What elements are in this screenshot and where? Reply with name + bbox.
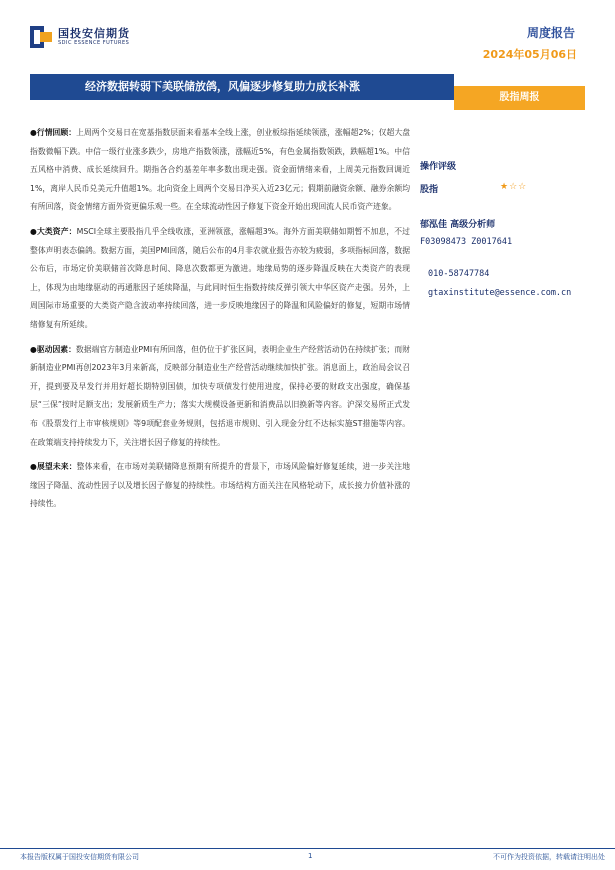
- section-drivers: [30, 341, 410, 453]
- section-text: 整体来看，在市场对美联储降息预期有所提升的背景下，市场风险偏好修复延续，进一步关注地缘因子降温、流动性因子以及增长因子修复的持续性。市场结构方面关注在风格轮动下，成长接力价值补涨的持续性。: [30, 462, 410, 509]
- company-logo: [30, 26, 130, 48]
- company-name-en: SDIC ESSENCE FUTURES: [58, 40, 130, 46]
- sidebar: [420, 160, 615, 298]
- rating-title: 操作评级: [420, 162, 457, 172]
- footer-copyright: 本报告版权属于国投安信期货有限公司: [20, 853, 139, 861]
- report-tag: 股指周报: [454, 86, 585, 110]
- section-text: 上周两个交易日在宽基指数层面来看基本全线上涨，创业板综指延续领涨，涨幅超2%；仅超大盘指数微幅下跌。中信一级行业涨多跌少，房地产指数领涨，涨幅近5%，有色金属指数领跌，跌幅超1%。中信五风格中消费、成长延续回升。期指各合约基差年率多数出现走强。资金面情绪来看，上周美元指数回调近1%，离岸人民币兑美元升值超1%。北向资金上周两个交易日净买入近23亿元；假期前融资余额、融券余额均有所回落，资金情绪方面外资更偏乐观一些。在全球流动性因子修复下资金开始出现回流人民币资产迹象。: [30, 128, 410, 212]
- rating-row: [420, 182, 615, 195]
- section-heading: ●大类资产：: [30, 226, 77, 236]
- report-date: 2024年05月06日: [482, 48, 577, 61]
- section-heading: ●展望未来：: [30, 462, 77, 472]
- main-content: [30, 124, 410, 520]
- page-number: 1: [308, 852, 313, 860]
- contact-phone: 010-58747784: [428, 269, 490, 279]
- logo-mark-icon: [30, 26, 52, 48]
- section-heading: ●行情回顾：: [30, 128, 77, 137]
- analyst-name: 郁泓佳 高级分析师: [420, 220, 496, 230]
- rating-label: 股指: [420, 185, 439, 195]
- section-heading: ●驱动因素：: [30, 344, 76, 354]
- contact-email[interactable]: gtaxinstitute@essence.com.cn: [428, 288, 572, 298]
- footer-divider: [0, 848, 615, 849]
- rating-stars-icon: ★☆☆: [500, 182, 528, 192]
- report-title: 经济数据转弱下美联储放鸽，风偏逐步修复助力成长补涨: [30, 74, 454, 100]
- section-text: MSCI全球主要股指几乎全线收涨，亚洲领涨，涨幅超3%。海外方面美联储如期暂不加息，不过整体声明表态偏鸽。数据方面，美国PMI回落，随后公布的4月非农就业报告亦较为疲弱，多项指标回落，数据公布后，市场定价美联储首次降息时间、降息次数都更为激进。地缘局势的逐步降温反映在大类资产的表现上，体现为由地缘驱动的再通胀因子延续降温，与此同时恒生指数持续反弹引领大中华区资产走强。另外，上周国际市场重要的大类资产隐含波动率持续回落，进一步反映地缘因子的降温和风险偏好的修复，短期市场情绪修复有所延续。: [30, 226, 410, 329]
- section-market-review: [30, 124, 410, 217]
- footer-disclaimer: 不可作为投资依据，转载请注明出处: [493, 853, 605, 861]
- company-name-cn: 国投安信期货: [58, 27, 130, 40]
- report-type: 周度报告: [526, 26, 575, 40]
- section-text: 数据端官方制造业PMI有所回落，但仍位于扩张区间，表明企业生产经营活动仍在持续扩张；而财新制造业PMI再创2023年3月来新高，反映部分制造业生产经营活动继续加快扩张。消息面上，政治局会议召开，提到要及早发行并用好超长期特别国债，加快专项债发行使用进度，保持必要的财政支出强度，确保基层“三保”按时足额支出；发展新质生产力；落实大规模设备更新和消费品以旧换新等内容。沪深交易所正式发布《股票发行上市审核规则》等9项配套业务规则，包括退市规则、引入现金分红不达标实施ST措施等内容。在政策端支持持续发力下，关注增长因子修复的持续性。: [30, 344, 410, 447]
- section-asset-classes: [30, 223, 410, 335]
- analyst-license: F03098473 Z0017641: [420, 237, 513, 247]
- section-outlook: [30, 458, 410, 514]
